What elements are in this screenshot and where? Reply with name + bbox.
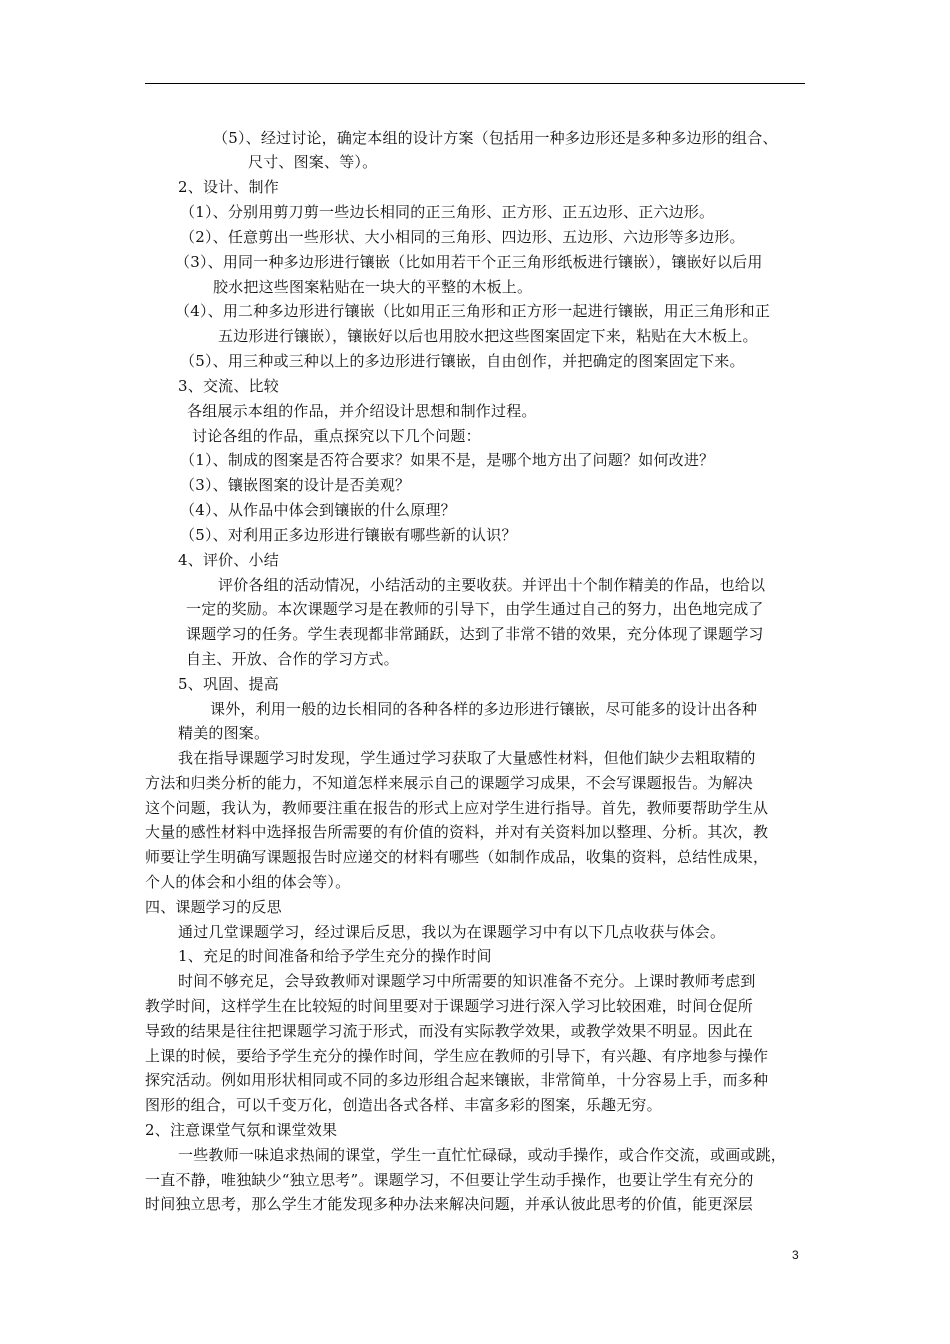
text-line: 精美的图案。: [178, 724, 270, 742]
text-line: 方法和归类分析的能力，不知道怎样来展示自己的课题学习成果，不会写课题报告。为解决: [145, 774, 754, 792]
section-heading: 1、充足的时间准备和给予学生充分的操作时间: [178, 947, 492, 965]
text-line: 上课的时候，要给予学生充分的操作时间，学生应在教师的引导下，有兴趣、有序地参与操作: [145, 1047, 769, 1065]
text-line: 一直不静，唯独缺少“独立思考”。课题学习，不但要让学生动手操作，也要让学生有充分的: [145, 1171, 754, 1189]
page-number: 3: [792, 1248, 799, 1262]
text-line: 教学时间，这样学生在比较短的时间里要对于课题学习进行深入学习比较困难，时间仓促所: [145, 997, 754, 1015]
text-line: 各组展示本组的作品，并介绍设计思想和制作过程。: [187, 402, 537, 420]
section-heading: 四、课题学习的反思: [145, 898, 282, 916]
text-line: 我在指导课题学习时发现，学生通过学习获取了大量感性材料，但他们缺少去粗取精的: [178, 749, 756, 767]
text-line: 课题学习的任务。学生表现都非常踊跃，达到了非常不错的效果，充分体现了课题学习: [186, 625, 764, 643]
text-line: 师要让学生明确写课题报告时应递交的材料有哪些（如制作成品，收集的资料，总结性成果，: [145, 848, 769, 866]
text-line: 胶水把这些图案粘贴在一块大的平整的木板上。: [213, 278, 533, 296]
text-line: 五边形进行镶嵌），镶嵌好以后也用胶水把这些图案固定下来，粘贴在大木板上。: [218, 327, 758, 345]
section-heading: 3、交流、比较: [178, 377, 279, 395]
text-line: （5）、经过讨论，确定本组的设计方案（包括用一种多边形还是多种多边形的组合、: [213, 129, 778, 147]
section-heading: 2、注意课堂气氛和课堂效果: [145, 1121, 338, 1139]
text-line: （2）、任意剪出一些形状、大小相同的三角形、四边形、五边形、六边形等多边形。: [180, 228, 745, 246]
text-line: 评价各组的活动情况，小结活动的主要收获。并评出十个制作精美的作品，也给以: [218, 576, 766, 594]
text-line: （3）、镶嵌图案的设计是否美观？: [180, 476, 411, 494]
text-line: （4）、从作品中体会到镶嵌的什么原理？: [180, 501, 456, 519]
text-line: （4）、用二种多边形进行镶嵌（比如用正三角形和正方形一起进行镶嵌，用正三角形和正: [175, 302, 771, 320]
text-line: （3）、用同一种多边形进行镶嵌（比如用若干个正三角形纸板进行镶嵌），镶嵌好以后用: [175, 253, 763, 271]
text-line: 一些教师一味追求热闹的课堂，学生一直忙忙碌碌，或动手操作，或合作交流，或画或跳，: [178, 1146, 787, 1164]
text-line: 一定的奖励。本次课题学习是在教师的引导下，由学生通过自己的努力，出色地完成了: [186, 600, 764, 618]
text-line: 个人的体会和小组的体会等）。: [145, 873, 351, 891]
text-line: 大量的感性材料中选择报告所需要的有价值的资料，并对有关资料加以整理、分析。其次，教: [145, 823, 769, 841]
text-line: 探究活动。例如用形状相同或不同的多边形组合起来镶嵌，非常简单，十分容易上手，而多种: [145, 1071, 769, 1089]
text-line: （5）、用三种或三种以上的多边形进行镶嵌，自由创作，并把确定的图案固定下来。: [180, 352, 745, 370]
header-rule: [145, 83, 805, 84]
text-line: 图形的组合，可以千变万化，创造出各式各样、丰富多彩的图案，乐趣无穷。: [145, 1096, 662, 1114]
text-line: 讨论各组的作品，重点探究以下几个问题：: [192, 427, 481, 445]
text-line: （1）、制成的图案是否符合要求？如果不是，是哪个地方出了问题？如何改进？: [180, 451, 715, 469]
text-line: 这个问题，我认为，教师要注重在报告的形式上应对学生进行指导。首先，教师要帮助学生从: [145, 799, 769, 817]
text-line: 课外，利用一般的边长相同的各种各样的多边形进行镶嵌，尽可能多的设计出各种: [210, 700, 758, 718]
section-heading: 4、评价、小结: [178, 551, 279, 569]
section-heading: 5、巩固、提高: [178, 675, 279, 693]
text-line: 尺寸、图案、等）。: [248, 153, 378, 171]
text-line: 时间不够充足，会导致教师对课题学习中所需要的知识准备不充分。上课时教师考虑到: [178, 972, 756, 990]
section-heading: 2、设计、制作: [178, 178, 279, 196]
text-line: 自主、开放、合作的学习方式。: [186, 650, 399, 668]
text-line: 时间独立思考，那么学生才能发现多种办法来解决问题，并承认彼此思考的价值，能更深层: [145, 1195, 754, 1213]
text-line: （1）、分别用剪刀剪一些边长相同的正三角形、正方形、正五边形、正六边形。: [180, 203, 715, 221]
text-line: 导致的结果是往往把课题学习流于形式，而没有实际教学效果，或教学效果不明显。因此在: [145, 1022, 754, 1040]
text-line: （5）、对利用正多边形进行镶嵌有哪些新的认识？: [180, 526, 517, 544]
text-line: 通过几堂课题学习，经过课后反思，我以为在课题学习中有以下几点收获与体会。: [178, 923, 726, 941]
